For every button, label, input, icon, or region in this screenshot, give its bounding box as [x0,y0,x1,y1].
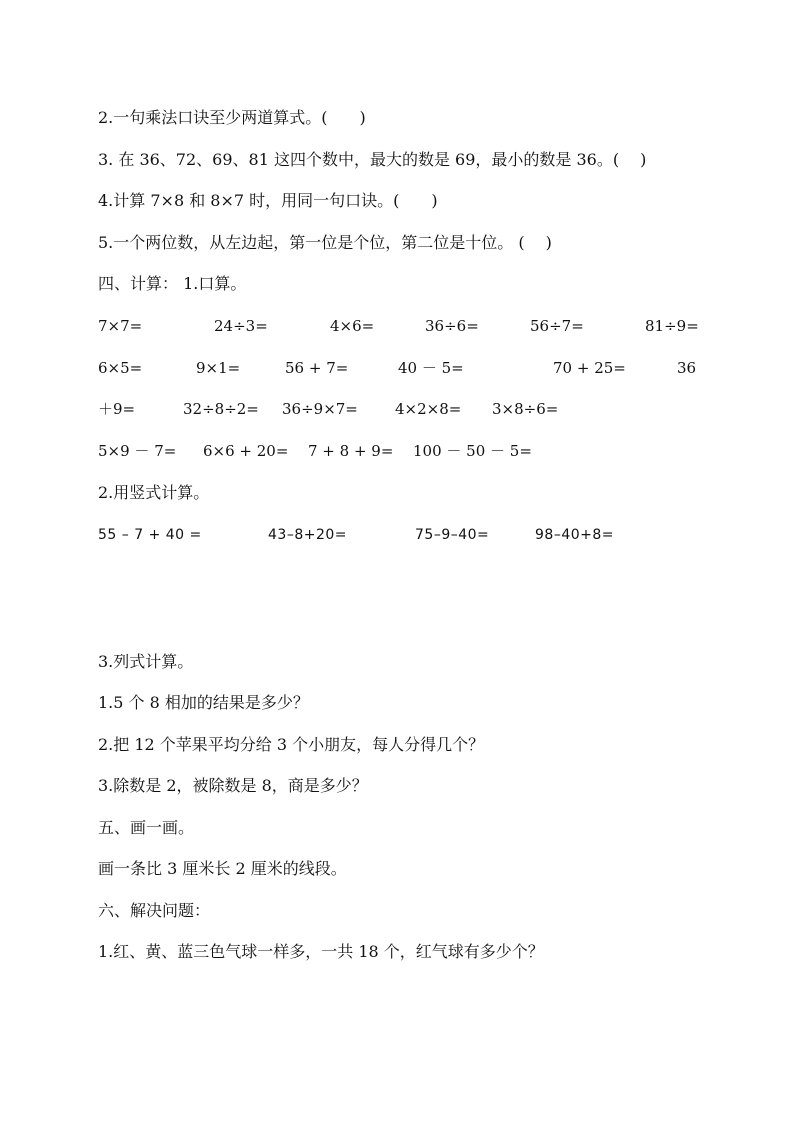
oral-item: ＋9= [98,400,136,418]
formula-question-3: 3.除数是 2，被除数是 8，商是多少？ [98,776,368,795]
oral-item: 6×5= [98,359,143,377]
oral-item: 7 + 8 + 9= [308,442,394,460]
formula-question-2: 2.把 12 个苹果平均分给 3 个小朋友，每人分得几个？ [98,735,485,754]
judgement-item-4: 4.计算 7×8 和 8×7 时，用同一句口诀。( ) [98,191,438,210]
oral-item: 70 + 25= [553,359,626,377]
judgement-item-5: 5.一个两位数，从左边起，第一位是个位，第二位是十位。 ( ) [98,233,552,252]
oral-item: 5×9 － 7= [98,442,177,460]
vertical-item: 43–8+20= [268,527,347,543]
oral-item: 56÷7= [530,317,584,335]
vertical-item: 98–40+8= [535,527,614,543]
oral-item: 56 + 7= [285,359,349,377]
oral-item: 36 [677,359,697,377]
oral-item: 4×2×8= [395,400,462,418]
oral-item: 36÷9×7= [282,400,358,418]
oral-item: 32÷8÷2= [183,400,259,418]
oral-item: 6×6 + 20= [203,442,289,460]
judgement-item-3: 3. 在 36、72、69、81 这四个数中，最大的数是 69，最小的数是 36。( ) [98,150,647,169]
oral-item: 24÷3= [214,317,268,335]
section-5-task: 画一条比 3 厘米长 2 厘米的线段。 [98,859,347,878]
section-6-heading: 六、解决问题： [98,901,211,920]
oral-item: 81÷9= [645,317,699,335]
section-5-heading: 五、画一画。 [98,818,195,837]
oral-item: 7×7= [98,317,143,335]
formula-question-1: 1.5 个 8 相加的结果是多少？ [98,693,309,712]
oral-item: 3×8÷6= [492,400,559,418]
oral-item: 36÷6= [425,317,479,335]
vertical-item: 75–9–40= [415,527,490,543]
section-6-question-1: 1.红、黄、蓝三色气球一样多，一共 18 个，红气球有多少个？ [98,942,544,961]
vertical-item: 55 – 7 + 40 = [98,527,202,543]
oral-item: 40 － 5= [398,359,464,377]
oral-item: 4×6= [330,317,375,335]
section-4-heading: 四、计算： 1.口算。 [98,274,247,293]
oral-item: 100 － 50 － 5= [413,442,532,460]
vertical-heading: 2.用竖式计算。 [98,483,210,502]
oral-item: 9×1= [196,359,241,377]
judgement-item-2: 2.一句乘法口诀至少两道算式。( ) [98,108,366,127]
formula-heading: 3.列式计算。 [98,652,194,671]
